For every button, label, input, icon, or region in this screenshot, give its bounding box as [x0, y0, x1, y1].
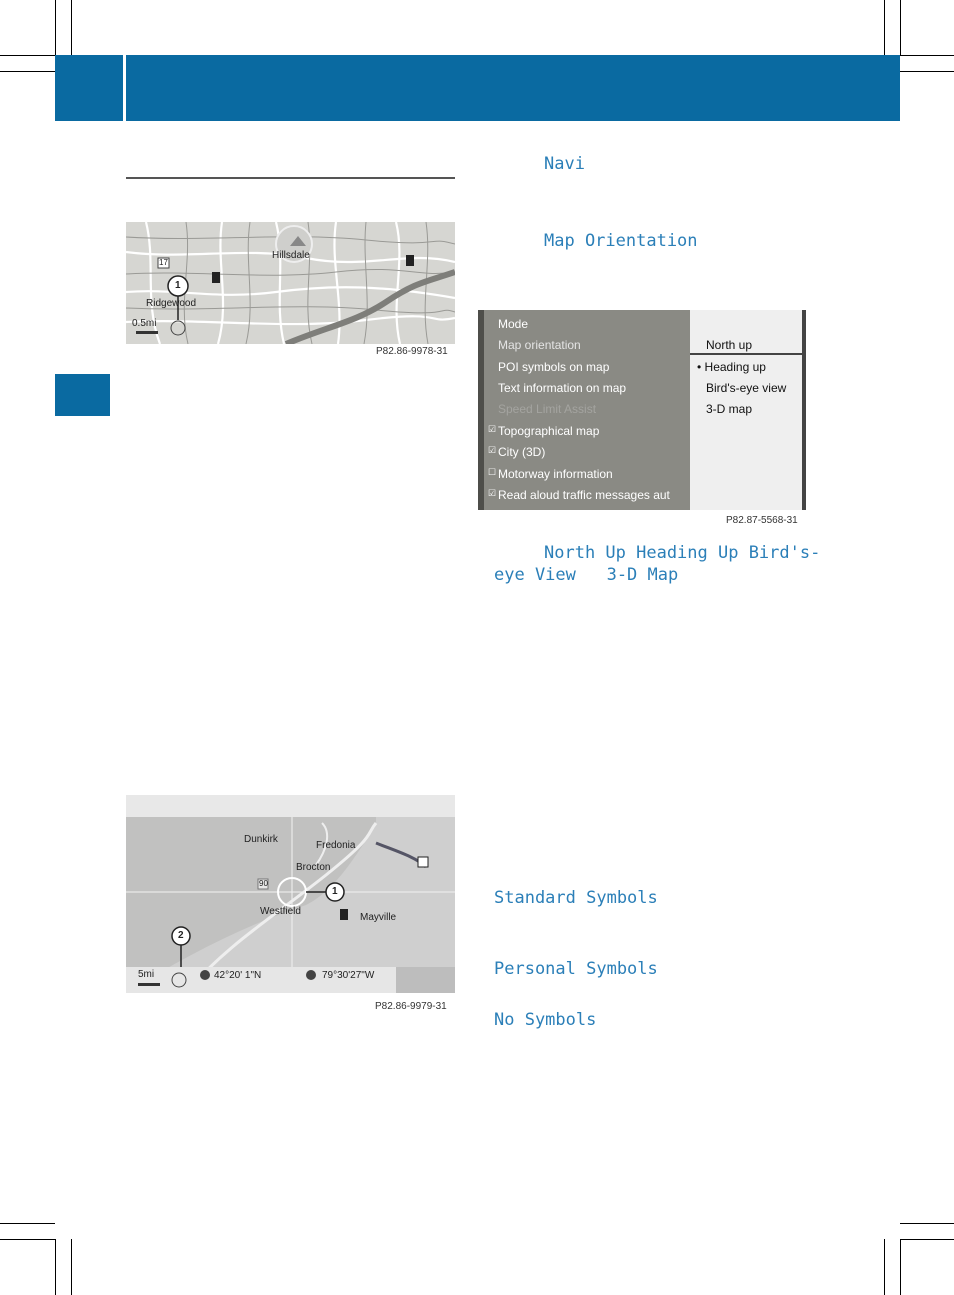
option-north-up[interactable]: North up: [706, 338, 753, 352]
map-scale: 5mi: [138, 969, 155, 980]
map-label-fredonia: Fredonia: [316, 840, 356, 851]
map-orientation-label: Map Orientation: [544, 231, 698, 251]
crop-mark: [884, 1239, 885, 1295]
crop-mark: [0, 1239, 55, 1240]
checkbox-icon[interactable]: ☑: [488, 445, 497, 455]
crop-mark: [900, 1223, 954, 1224]
personal-symbols-label: Personal Symbols: [494, 959, 658, 979]
longitude-readout: 79°30'27"W: [322, 970, 375, 981]
road-shield: 90: [259, 879, 268, 888]
crop-mark: [900, 71, 954, 72]
menu-item-city-3d[interactable]: City (3D): [498, 445, 546, 459]
standard-symbols-label: Standard Symbols: [494, 888, 658, 908]
checkbox-icon[interactable]: ☐: [488, 467, 497, 477]
crop-mark: [900, 1239, 954, 1240]
map-scale: 0.5mi: [132, 318, 157, 329]
crop-mark: [900, 1239, 901, 1295]
map-figure-2-graphic: [126, 795, 455, 993]
option-birds-eye-view[interactable]: Bird's-eye view: [706, 381, 787, 395]
crop-mark: [0, 71, 55, 72]
menu-item-text-information[interactable]: Text information on map: [498, 381, 627, 395]
road-shield: 17: [159, 258, 168, 267]
option-3d-map[interactable]: 3-D map: [706, 402, 753, 416]
map-label-hillsdale: Hillsdale: [272, 250, 310, 261]
callout-1: 1: [175, 280, 181, 291]
menu-item-motorway-information[interactable]: Motorway information: [498, 467, 613, 481]
map-label-ridgewood: Ridgewood: [146, 298, 197, 309]
menu-item-speed-limit: Speed Limit Assist: [498, 402, 597, 416]
latitude-readout: 42°20' 1"N: [214, 970, 262, 981]
map-orientation-menu: [478, 310, 806, 510]
crop-mark: [900, 55, 954, 56]
menu-item-read-aloud[interactable]: Read aloud traffic messages aut: [498, 488, 670, 502]
crop-mark: [884, 0, 885, 55]
callout-1: 1: [332, 886, 338, 897]
menu-figure-caption: P82.87-5568-31: [726, 515, 798, 526]
menu-item-mode[interactable]: Mode: [498, 317, 529, 331]
menu-item-map-orientation[interactable]: Map orientation: [498, 338, 581, 352]
crop-mark: [55, 0, 56, 55]
map-label-brocton: Brocton: [296, 862, 331, 873]
options-line-1: North Up Heading Up Bird's-: [544, 543, 821, 563]
header-divider: [123, 55, 126, 121]
figure-2-caption: P82.86-9979-31: [375, 1001, 447, 1012]
no-symbols-label: No Symbols: [494, 1010, 597, 1030]
navi-label: Navi: [544, 154, 585, 174]
chapter-tab: [55, 374, 110, 416]
menu-item-topographical-map[interactable]: Topographical map: [498, 424, 600, 438]
map-figure-1: [126, 222, 455, 344]
figure-1-caption: P82.86-9978-31: [376, 346, 448, 357]
option-heading-up[interactable]: • Heading up: [697, 360, 766, 374]
menu-right-edge: [802, 310, 806, 510]
checkbox-icon[interactable]: ☑: [488, 488, 497, 498]
crop-mark: [0, 1223, 55, 1224]
options-line-2: eye View 3-D Map: [494, 565, 679, 585]
crop-mark: [900, 0, 901, 55]
map-label-dunkirk: Dunkirk: [244, 834, 278, 845]
crop-mark: [71, 0, 72, 55]
menu-right-selection-rule: [690, 353, 806, 355]
crop-mark: [55, 1239, 56, 1295]
map-label-mayville: Mayville: [360, 912, 397, 923]
map-label-westfield: Westfield: [260, 906, 301, 917]
menu-left-edge: [478, 310, 484, 510]
section-rule: [126, 177, 455, 179]
map-figure-2: [126, 795, 455, 993]
crop-mark: [0, 55, 55, 56]
header-bar: [55, 55, 900, 121]
crop-mark: [71, 1239, 72, 1295]
checkbox-icon[interactable]: ☑: [488, 424, 497, 434]
menu-item-poi-symbols[interactable]: POI symbols on map: [498, 360, 610, 374]
callout-2: 2: [178, 930, 184, 941]
